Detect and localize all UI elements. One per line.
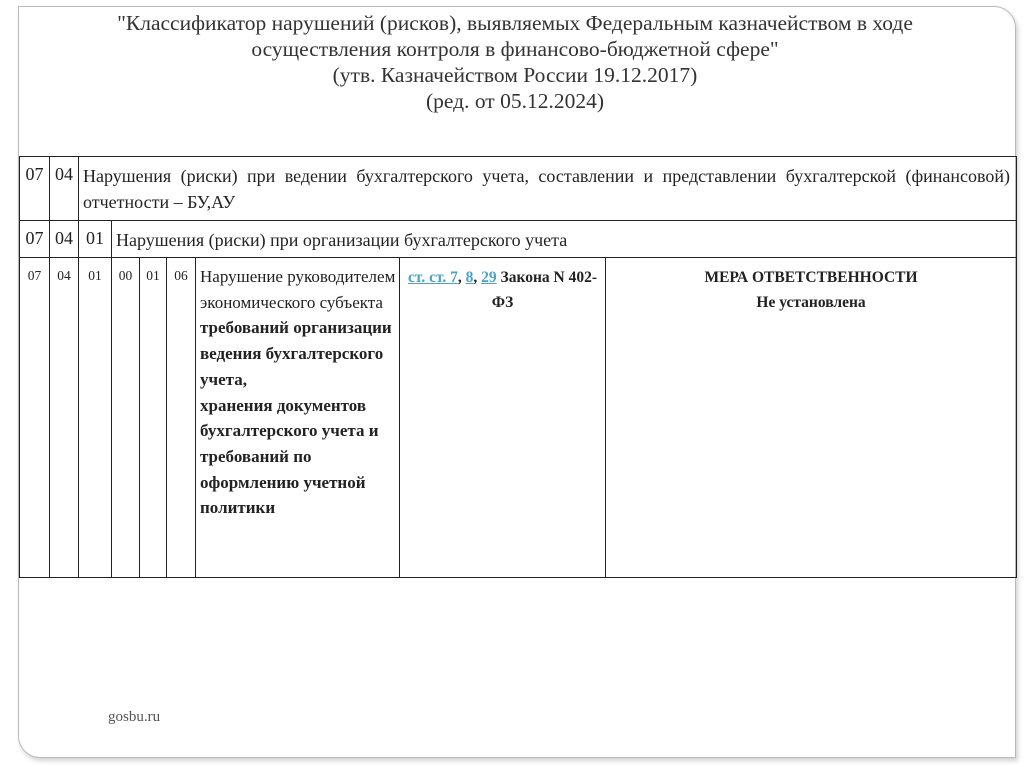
- title-line-3: (утв. Казначейством России 19.12.2017): [332, 63, 698, 87]
- code-cell: 07: [20, 221, 50, 258]
- code-cell: 04: [50, 157, 79, 221]
- title-line-4: (ред. от 05.12.2024): [425, 89, 604, 113]
- table-row-subcategory: [20, 221, 1017, 258]
- title-line-2: осуществления контроля в финансово-бюджетной сфере": [251, 37, 779, 61]
- category-text: Нарушения (риски) при ведении бухгалтерского учета, составлении и представлении бухгалтерской (финансовой) отчетности – БУ,АУ: [79, 157, 1017, 221]
- description-bold-2: хранения документов бухгалтерского учета и требований по оформлению учетной политики: [200, 395, 379, 518]
- code-cell: 04: [50, 258, 79, 578]
- measure-title: МЕРА ОТВЕТСТВЕННОСТИ: [704, 269, 918, 286]
- code-cell: 01: [79, 221, 112, 258]
- code-cell: 07: [20, 258, 50, 578]
- law-link-article-8[interactable]: 8: [465, 269, 474, 286]
- code-cell: 00: [112, 258, 140, 578]
- code-cell: 07: [20, 157, 50, 221]
- measure-value: Не установлена: [756, 294, 866, 311]
- description-plain: Нарушение руководителем экономического субъекта: [200, 267, 396, 312]
- classifier-table: [19, 156, 1017, 578]
- title-line-1: "Классификатор нарушений (рисков), выявляемых Федеральным казначейством в ходе: [117, 11, 913, 35]
- code-cell: 04: [50, 221, 79, 258]
- liability-measure: [606, 258, 1017, 578]
- code-cell: 01: [79, 258, 112, 578]
- subcategory-text: Нарушения (риски) при организации бухгалтерского учета: [112, 221, 1017, 258]
- table-row-category: [20, 157, 1017, 221]
- document-title: [40, 10, 990, 114]
- code-cell: 06: [167, 258, 196, 578]
- law-link-articles[interactable]: ст. ст. 7: [408, 269, 458, 286]
- code-cell: 01: [140, 258, 167, 578]
- description-bold-1: требований организации ведения бухгалтерского учета,: [200, 318, 392, 389]
- violation-description: [196, 258, 400, 578]
- law-link-article-29[interactable]: 29: [481, 269, 497, 286]
- law-reference: ст. ст. 7, 8, 29 Закона N 402-ФЗ: [400, 258, 606, 578]
- source-label: gosbu.ru: [108, 709, 161, 725]
- law-suffix: Закона N 402-ФЗ: [491, 269, 597, 311]
- table-row-violation: [20, 258, 1017, 578]
